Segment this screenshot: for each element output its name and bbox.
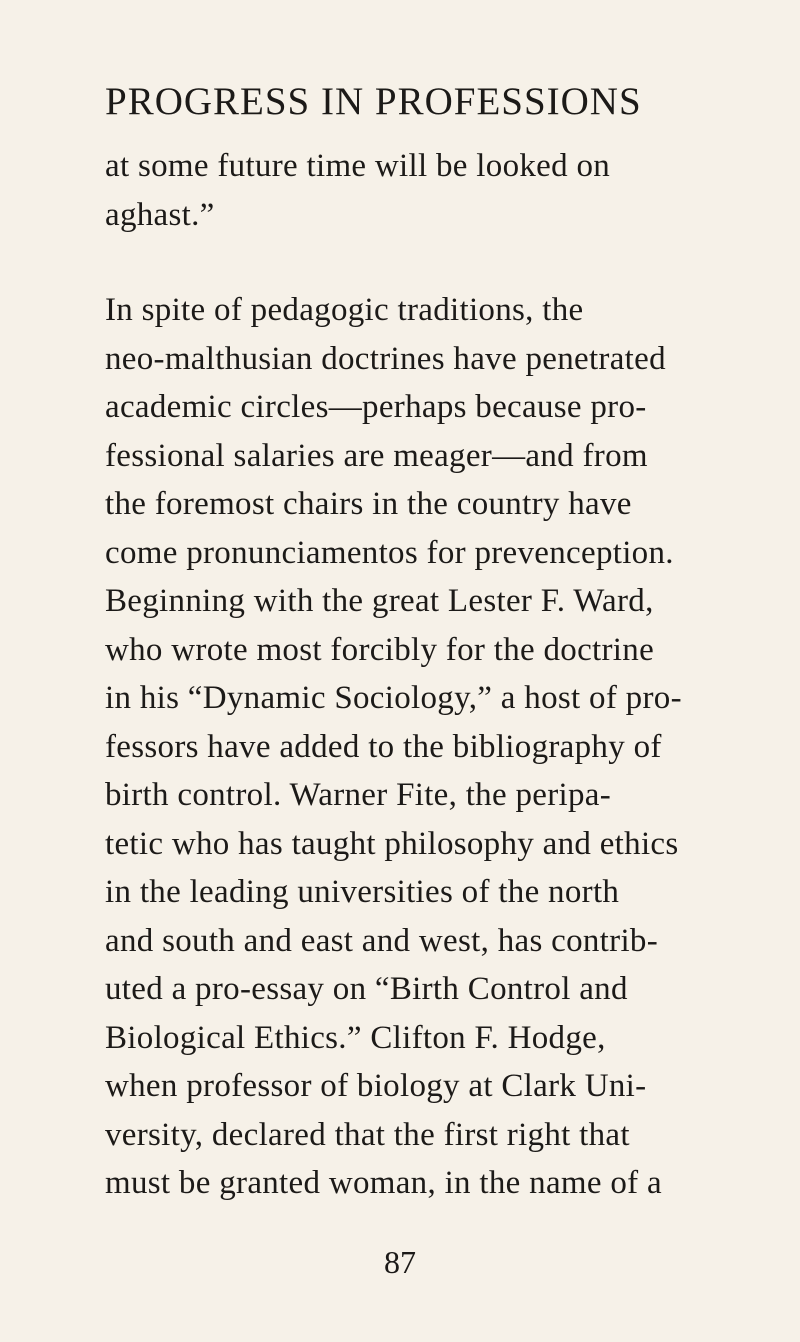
paragraph <box>105 286 715 1208</box>
text-line: who wrote most forcibly for the doctrine <box>105 631 655 668</box>
running-title: PROGRESS IN PROFESSIONS <box>105 80 642 123</box>
text-line: the foremost chairs in the country have <box>105 486 632 522</box>
paragraph <box>105 142 715 239</box>
page-number: 87 <box>384 1244 416 1280</box>
text-line: Biological Ethics.” Clifton F. Hodge, <box>105 1019 606 1056</box>
text-line: academic circles—perhaps because pro- <box>105 389 647 425</box>
text-line: Beginning with the great Lester F. Ward, <box>105 583 654 619</box>
text-line: fessional salaries are meager—and from <box>105 437 648 474</box>
body-text <box>105 142 715 1208</box>
text-line: when professor of biology at Clark Uni- <box>105 1068 647 1104</box>
text-line: versity, declared that the first right that <box>105 1116 630 1153</box>
text-line: tetic who has taught philosophy and ethics <box>105 825 679 862</box>
text-line: in his “Dynamic Sociology,” a host of pro- <box>105 680 682 716</box>
text-line: uted a pro-essay on “Birth Control and <box>105 971 628 1007</box>
text-line: in the leading universities of the north <box>105 874 620 910</box>
text-line: birth control. Warner Fite, the peripa- <box>105 777 612 813</box>
text-line: and south and east and west, has contrib- <box>105 922 658 959</box>
paragraph-gap <box>105 239 715 286</box>
text-line: fessors have added to the bibliography of <box>105 728 662 765</box>
text-line: must be granted woman, in the name of a <box>105 1165 662 1201</box>
text-line: neo-malthusian doctrines have penetrated <box>105 340 666 377</box>
text-line: aghast.” <box>105 196 215 233</box>
text-line: In spite of pedagogic traditions, the <box>105 292 584 328</box>
text-line: come pronunciamentos for prevenception. <box>105 534 674 571</box>
text-line: at some future time will be looked on <box>105 148 611 184</box>
